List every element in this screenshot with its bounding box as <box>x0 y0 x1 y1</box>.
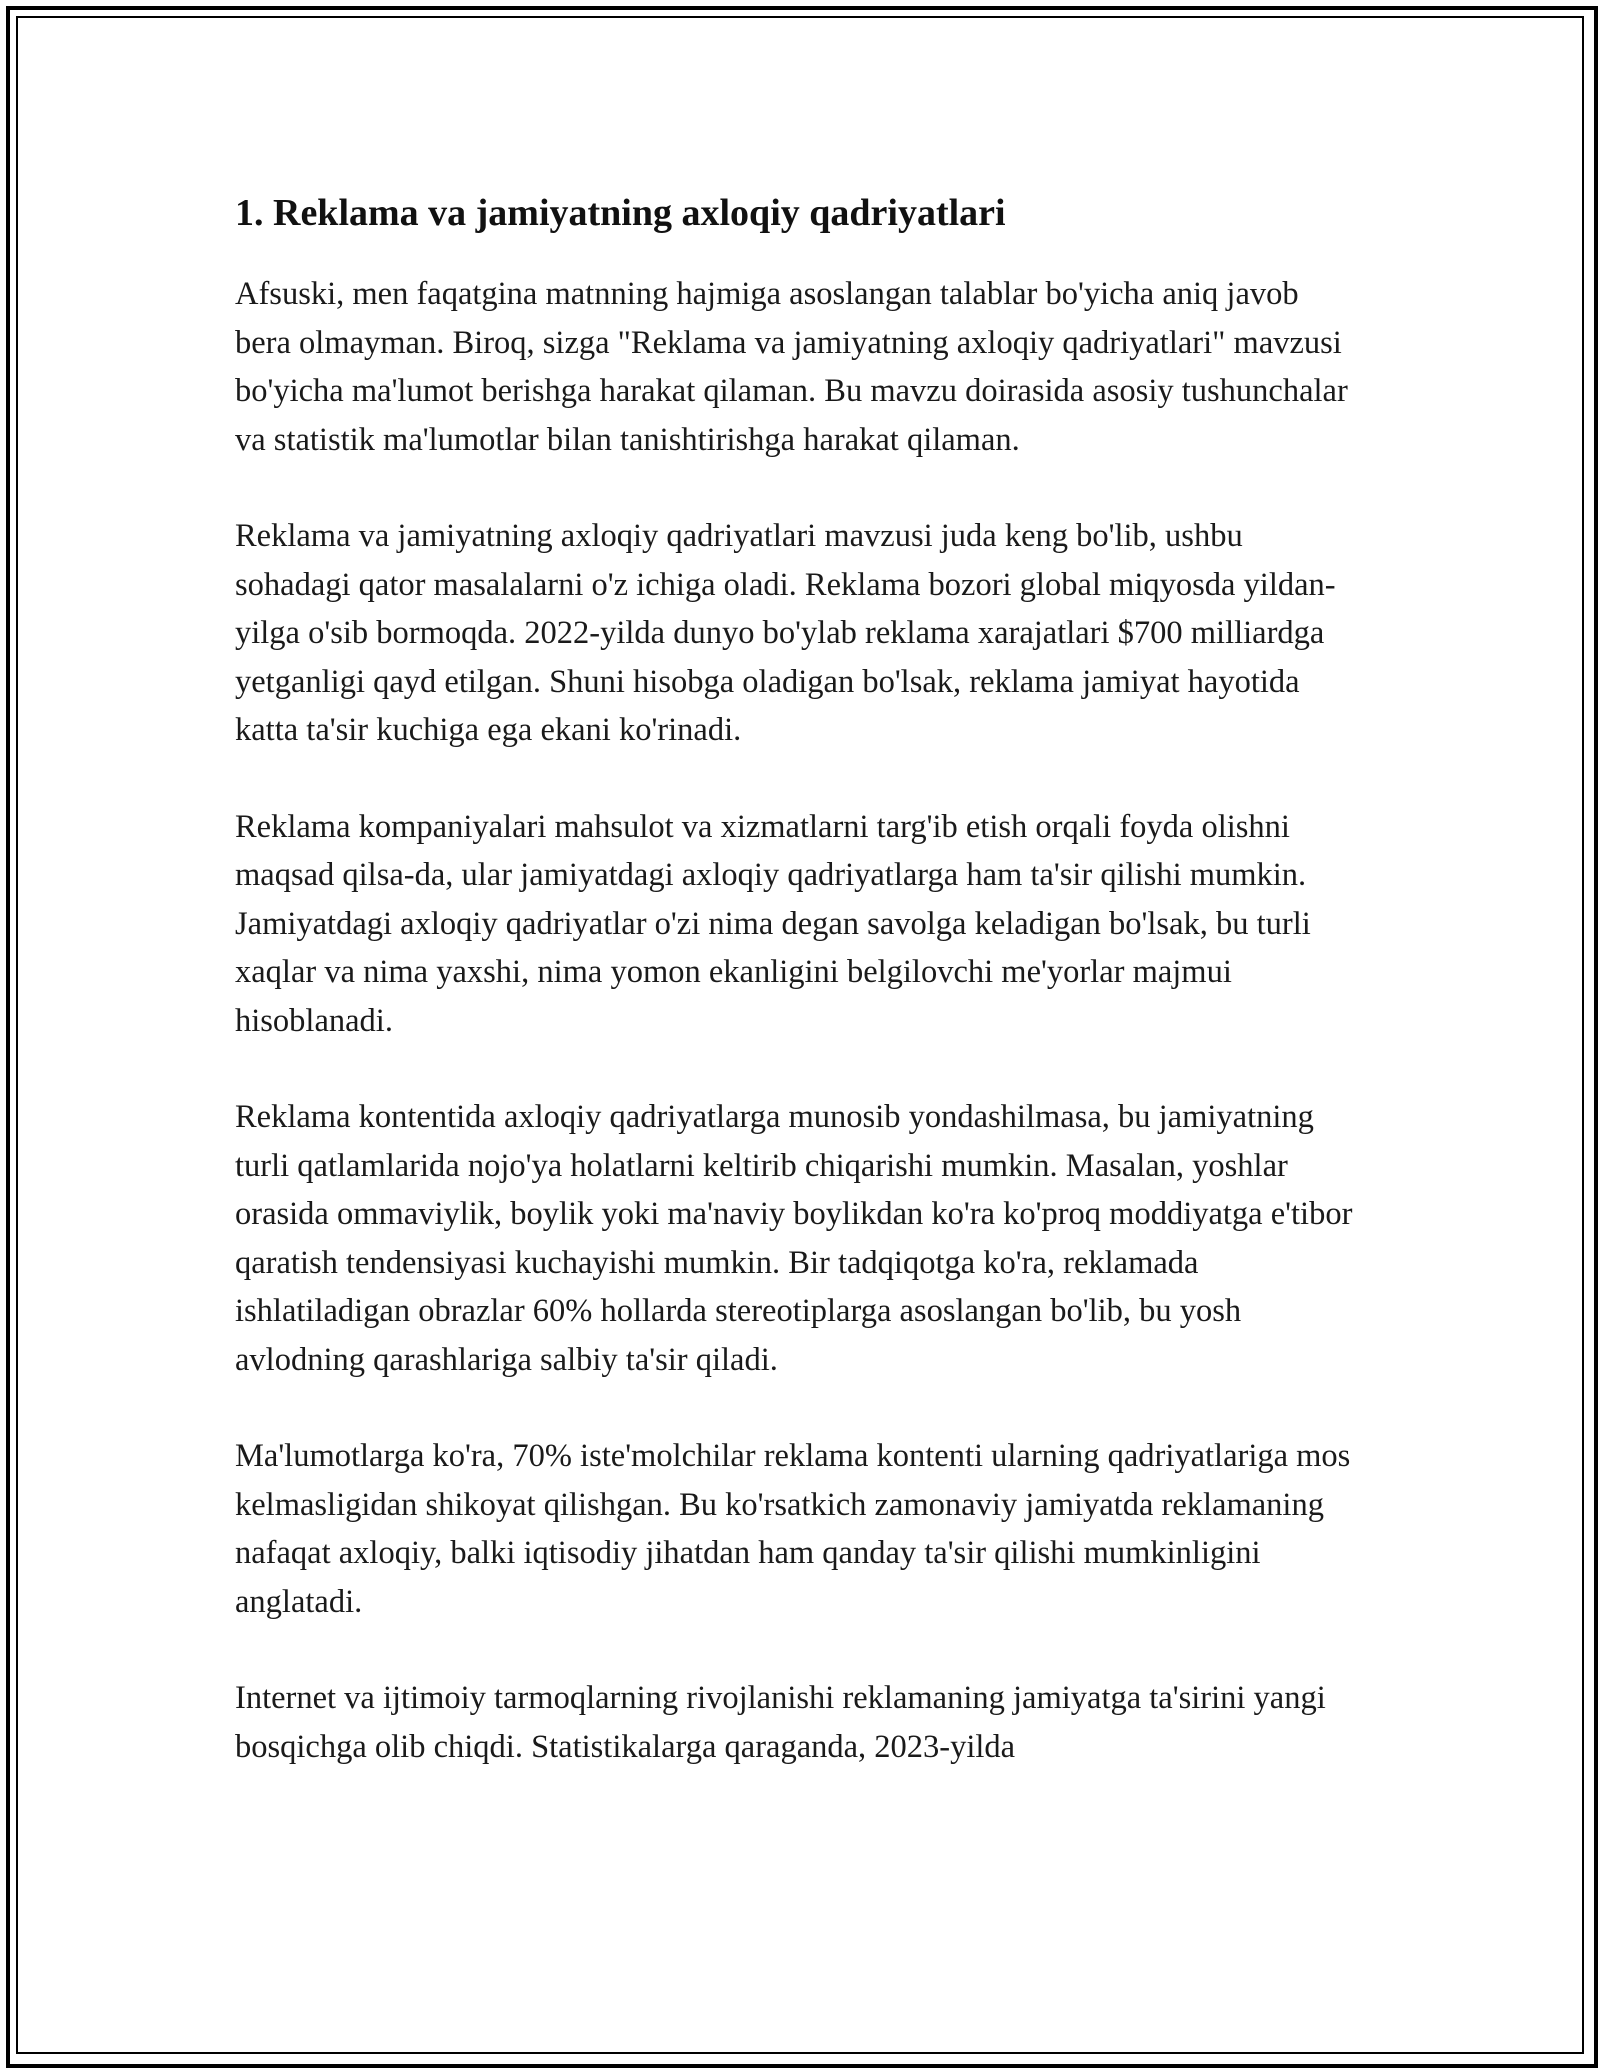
paragraph-consumers: Ma'lumotlarga ko'ra, 70% iste'molchilar reklama kontenti ularning qadriyatlariga mos kelmasligidan shikoyat qilishgan. Bu ko'rsatkich zamonaviy jamiyatda reklamaning nafaqat axloqiy, balki iqtisodiy jihatdan ham qanday ta'sir qilishi mumkinligini anglatadi. <box>235 1438 1351 1620</box>
document-page <box>235 188 1360 1819</box>
paragraph-companies: Reklama kompaniyalari mahsulot va xizmatlarni targ'ib etish orqali foyda olishni maqsad qilsa-da, ular jamiyatdagi axloqiy qadriyatlarga ham ta'sir qilishi mumkin. Jamiyatdagi axloqiy qadriyatlar o'zi nima degan savolga keladigan bo'lsak, bu turli xaqlar va nima yaxshi, nima yomon ekanligini belgilovchi me'yorlar majmui hisoblanadi. <box>235 808 1311 1039</box>
section-heading: 1. Reklama va jamiyatning axloqiy qadriyatlari <box>235 192 1006 234</box>
paragraph-internet: Internet va ijtimoiy tarmoqlarning rivojlanishi reklamaning jamiyatga ta'sirini yangi bosqichga olib chiqdi. Statistikalarga qaraganda, 2023-yilda <box>235 1680 1326 1765</box>
paragraph-market: Reklama va jamiyatning axloqiy qadriyatlari mavzusi juda keng bo'lib, ushbu sohadagi qator masalalarni o'z ichiga oladi. Reklama bozori global miqyosda yildan-yilga o'sib bormoqda. 2022-yilda dunyo bo'ylab reklama xarajatlari $700 milliardga yetganligi qayd etilgan. Shuni hisobga oladigan bo'lsak, reklama jamiyat hayotida katta ta'sir kuchiga ega ekani ko'rinadi. <box>235 518 1336 748</box>
paragraph-content: Reklama kontentida axloqiy qadriyatlarga munosib yondashilmasa, bu jamiyatning turli qatlamlarida nojo'ya holatlarni keltirib chiqarishi mumkin. Masalan, yoshlar orasida ommaviylik, boylik yoki ma'naviy boylikdan ko'ra ko'proq moddiyatga e'tibor qaratish tendensiyasi kuchayishi mumkin. Bir tadqiqotga ko'ra, reklamada ishlatiladigan obrazlar 60% hollarda stereotiplarga asoslangan bo'lib, bu yosh avlodning qarashlariga salbiy ta'sir qiladi. <box>235 1099 1353 1378</box>
paragraph-intro: Afsuski, men faqatgina matnning hajmiga asoslangan talablar bo'yicha aniq javob bera olmayman. Biroq, sizga "Reklama va jamiyatning axloqiy qadriyatlari" mavzusi bo'yicha ma'lumot berishga harakat qilaman. Bu mavzu doirasida asosiy tushunchalar va statistik ma'lumotlar bilan tanishtirishga harakat qilaman. <box>235 276 1348 458</box>
